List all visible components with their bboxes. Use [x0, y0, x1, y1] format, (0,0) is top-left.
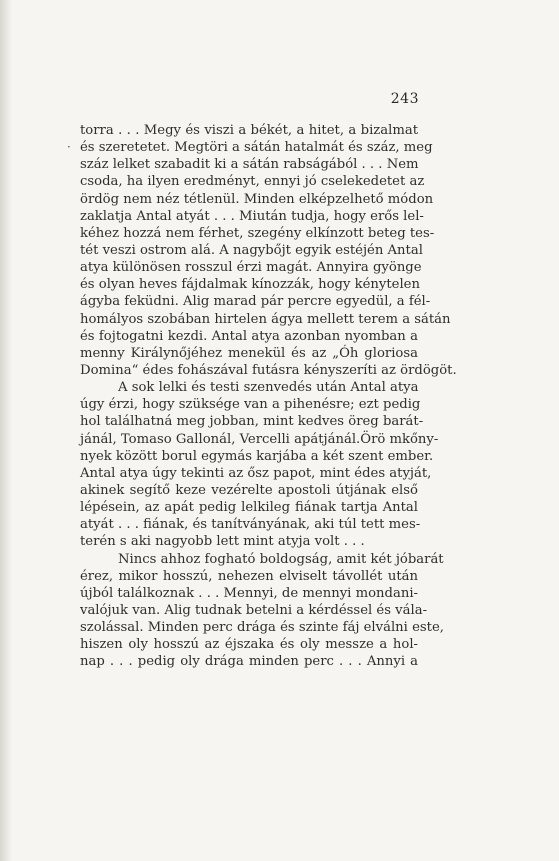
text-line: atyát . . . fiának, és tanítványának, aki túl tett mes-	[80, 517, 421, 533]
text-line: A sok lelki és testi szenvedés után Antal atya	[118, 380, 419, 396]
text-line: nyek között borul egymás karjába a két szent ember.	[80, 448, 434, 464]
text-line: csoda, ha ilyen eredményt, ennyi jó cselekedetet az	[80, 174, 425, 190]
text-line: és fojtogatni kezdi. Antal atya azonban nyomban a	[80, 328, 418, 344]
text-line: Antal atya úgy tekinti az ősz papot, mint édes atyját,	[80, 465, 432, 481]
text-line: és olyan heves fájdalmak kínozzák, hogy kénytelen	[80, 277, 420, 293]
page-binding-shadow	[0, 0, 12, 861]
text-line: hol találhatná meg jobban, mint kedves öreg barát-	[80, 414, 424, 430]
text-line: érez, mikor hosszú, nehezen elviselt távollét után	[80, 568, 418, 584]
text-line: akinek segítő keze vezérelte apostoli útjának első	[80, 482, 418, 498]
text-line: torra . . . Megy és viszi a békét, a hitet, a bizalmat	[80, 123, 418, 138]
page-number: 243	[390, 91, 419, 107]
body-text	[80, 122, 457, 671]
text-line: nap . . . pedig oly drága minden perc . . . Annyi a	[80, 654, 418, 670]
text-line: hiszen oly hosszú az éjszaka és oly messze a hol-	[80, 637, 418, 653]
text-line: jánál, Tomaso Gallonál, Vercelli apátjánál.Örö mkőny-	[80, 431, 439, 447]
text-line: kéhez hozzá nem férhet, szegény elkínzott beteg tes-	[80, 225, 435, 241]
text-line: úgy érzi, hogy szüksége van a pihenésre; ezt pedig	[80, 397, 421, 413]
text-line: terén s aki nagyobb lett mint atyja volt . . .	[80, 534, 365, 550]
text-line: atya különösen rosszul érzi magát. Annyira gyönge	[80, 260, 422, 276]
text-line: száz lelket szabadit ki a sátán rabságából . . . Nem	[80, 157, 419, 173]
text-line: homályos szobában hirtelen ágya mellett terem a sátán	[80, 311, 451, 327]
text-line: tét veszi ostrom alá. A nagybőjt egyik estéjén Antal	[80, 242, 423, 258]
margin-mark: ·	[67, 140, 71, 154]
text-line: menny Királynőjéhez menekül és az „Óh gloriosa	[80, 345, 418, 361]
text-line: újból találkoznak . . . Mennyi, de mennyi mondani-	[80, 585, 418, 601]
text-line: Nincs ahhoz fogható boldogság, amit két jóbarát	[118, 551, 444, 567]
text-line: lépésein, az apát pedig lelkileg fiának tartja Antal	[80, 500, 418, 516]
text-line: Domina“ édes fohászával futásra kényszeríti az ördögöt.	[80, 362, 457, 378]
text-line: valójuk van. Alig tudnak betelni a kérdéssel és vála-	[80, 602, 428, 618]
text-line: és szeretetet. Megtöri a sátán hatalmát és száz, meg	[80, 140, 433, 156]
text-line: szolással. Minden perc drága és szinte fáj elválni este,	[80, 620, 444, 636]
text-line: ágyba feküdni. Alig marad pár percre egyedül, a fél-	[80, 294, 431, 310]
text-line: ördög nem néz tétlenül. Minden elképzelhető módon	[80, 191, 434, 207]
text-line: zaklatja Antal atyát . . . Miután tudja, hogy erős lel-	[80, 208, 424, 224]
